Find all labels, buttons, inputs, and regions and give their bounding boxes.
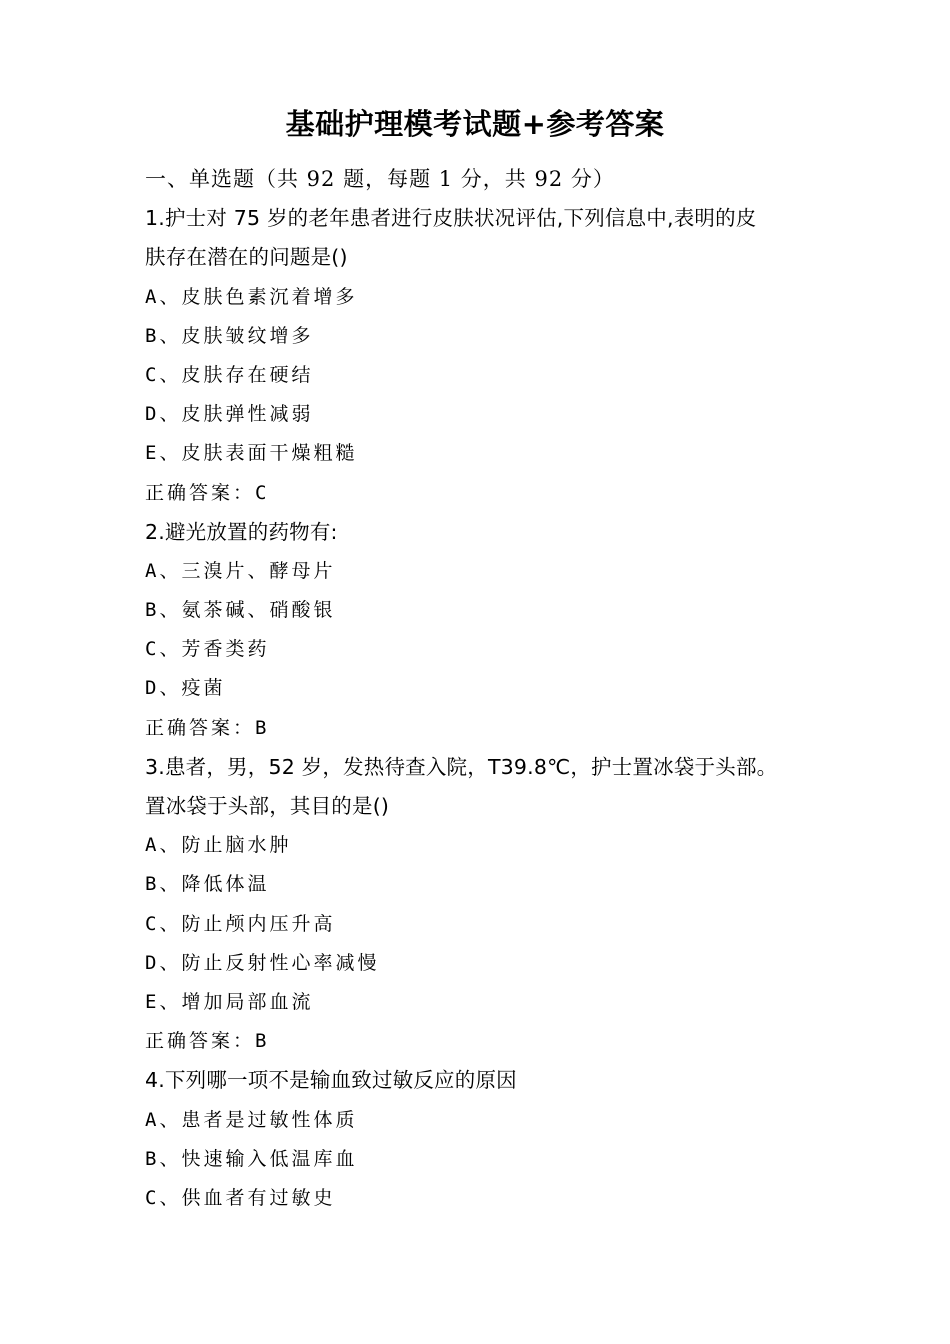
question-3-option-a: A、防止脑水肿 bbox=[145, 834, 292, 857]
question-3-option-b: B、降低体温 bbox=[145, 873, 270, 896]
question-1-option-d: D、皮肤弹性减弱 bbox=[145, 403, 314, 426]
question-2-text-line-1: 2.避光放置的药物有: bbox=[145, 519, 338, 544]
question-4-option-a: A、患者是过敏性体质 bbox=[145, 1108, 358, 1131]
document-body bbox=[145, 160, 835, 1218]
question-2-option-d: D、疫菌 bbox=[145, 677, 226, 700]
document-title: 基础护理模考试题+参考答案 bbox=[285, 107, 665, 141]
section-heading: 一、单选题（共 92 题，每题 1 分，共 92 分） bbox=[145, 167, 615, 191]
question-1-option-c: C、皮肤存在硬结 bbox=[145, 363, 314, 386]
question-1-answer: 正确答案：C bbox=[145, 481, 270, 504]
question-3-text-line-2: 置冰袋于头部，其目的是() bbox=[145, 794, 390, 818]
question-1-text-line-2: 肤存在潜在的问题是() bbox=[145, 245, 348, 270]
question-1-option-a: A、皮肤色素沉着增多 bbox=[145, 285, 358, 308]
question-2-option-c: C、芳香类药 bbox=[145, 638, 270, 661]
question-3-option-c: C、防止颅内压升高 bbox=[145, 912, 336, 935]
question-1-option-e: E、皮肤表面干燥粗糙 bbox=[145, 442, 358, 465]
question-1-text-line-1: 1.护士对 75 岁的老年患者进行皮肤状况评估,下列信息中,表明的皮 bbox=[145, 206, 757, 231]
question-4-option-c: C、供血者有过敏史 bbox=[145, 1186, 336, 1209]
question-1-option-b: B、皮肤皱纹增多 bbox=[145, 324, 314, 347]
question-2-option-a: A、三溴片、酵母片 bbox=[145, 559, 336, 582]
question-4-text-line-1: 4.下列哪一项不是输血致过敏反应的原因 bbox=[145, 1068, 517, 1093]
question-3-option-e: E、增加局部血流 bbox=[145, 990, 314, 1013]
question-4-option-b: B、快速输入低温库血 bbox=[145, 1147, 358, 1170]
question-3-text-line-1: 3.患者，男，52 岁，发热待查入院，T39.8℃，护士置冰袋于头部。 bbox=[145, 754, 778, 779]
question-2-answer: 正确答案：B bbox=[145, 716, 270, 739]
question-3-answer: 正确答案：B bbox=[145, 1030, 270, 1053]
question-2-option-b: B、氨茶碱、硝酸银 bbox=[145, 599, 336, 622]
question-3-option-d: D、防止反射性心率减慢 bbox=[145, 951, 380, 974]
